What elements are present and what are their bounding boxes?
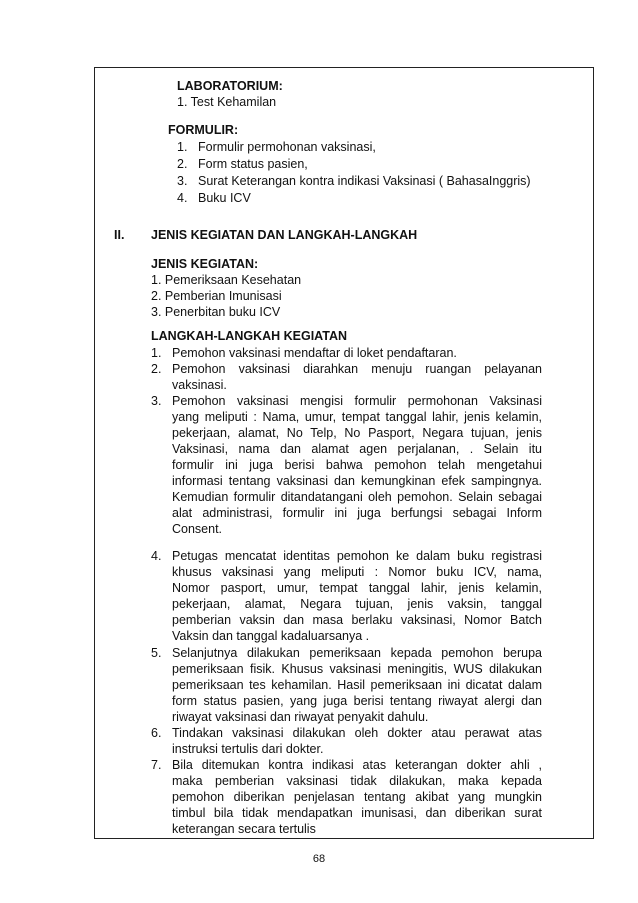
step-line: timbul bila tidak mendapatkan imunisasi, dan diberikan surat — [172, 806, 542, 820]
formulir-item-num: 2. — [177, 157, 188, 171]
step-line: Kemudian formulir ditandatangani oleh pemohon. Selain sebagai — [172, 490, 542, 504]
step-line: Petugas mencatat identitas pemohon ke dalam buku registrasi — [172, 549, 542, 563]
step-number: 2. — [151, 362, 162, 376]
step-line: pekerjaan, alamat, Negara tujuan, jenis vaksin, tanggal — [172, 597, 542, 611]
formulir-item-num: 4. — [177, 191, 188, 205]
step-line: informasi tentang vaksinasi dan kemungkinan efek sampingnya. — [172, 474, 542, 488]
step-number: 5. — [151, 646, 162, 660]
step-line: Vaksin dan tanggal kadaluarsanya . — [172, 629, 370, 643]
step-line: maka pemberian vaksinasi tidak dilakukan, maka kepada — [172, 774, 542, 788]
step-line: instruksi tertulis dari dokter. — [172, 742, 324, 756]
formulir-item-num: 1. — [177, 140, 188, 154]
step-line: pemohon diberikan penjelasan tentang akibat yang mungkin — [172, 790, 542, 804]
step-line: yang meliputi : Nama, umur, tempat tanggal lahir, jenis kelamin, — [172, 410, 542, 424]
step-line: Bila ditemukan kontra indikasi atas keterangan dokter ahli , — [172, 758, 542, 772]
step-line: khusus vaksinasi yang meliputi : Nomor buku ICV, nama, — [172, 565, 542, 579]
step-number: 6. — [151, 726, 162, 740]
step-line: Pemohon vaksinasi mendaftar di loket pendaftaran. — [172, 346, 457, 360]
formulir-item-num: 3. — [177, 174, 188, 188]
step-line: pemeriksaan fisik. Khusus vaksinasi meningitis, WUS dilakukan — [172, 662, 542, 676]
jenis-kegiatan-item: 3. Penerbitan buku ICV — [151, 305, 281, 319]
jenis-kegiatan-heading: JENIS KEGIATAN: — [151, 257, 259, 271]
formulir-heading: FORMULIR: — [168, 123, 239, 137]
step-line: riwayat vaksinasi dan riwayat penyakit dahulu. — [172, 710, 429, 724]
step-line: Pemohon vaksinasi mengisi formulir permohonan Vaksinasi — [172, 394, 542, 408]
step-line: Vaksinasi, nama dan alamat agen perjalanan, . Selain itu — [172, 442, 542, 456]
step-line: vaksinasi. — [172, 378, 227, 392]
step-line: Selanjutnya dilakukan pemeriksaan kepada pemohon berupa — [172, 646, 542, 660]
step-number: 1. — [151, 346, 162, 360]
step-line: pemberian vaksin dan masa berlaku vaksinasi, Nomor Batch — [172, 613, 542, 627]
step-number: 3. — [151, 394, 162, 408]
step-line: Consent. — [172, 522, 223, 536]
section-roman-numeral: II. — [114, 228, 125, 242]
jenis-kegiatan-item: 1. Pemeriksaan Kesehatan — [151, 273, 302, 287]
step-line: pekerjaan, alamat, No Telp, No Pasport, Negara tujuan, jenis — [172, 426, 542, 440]
step-line: formulir ini juga berisi bahwa pemohon telah mengetahui — [172, 458, 542, 472]
jenis-kegiatan-item: 2. Pemberian Imunisasi — [151, 289, 282, 303]
step-line: Tindakan vaksinasi dilakukan oleh dokter atau perawat atas — [172, 726, 542, 740]
step-line: Pemohon vaksinasi diarahkan menuju ruangan pelayanan — [172, 362, 542, 376]
step-number: 4. — [151, 549, 162, 563]
step-line: keterangan secara tertulis — [172, 822, 316, 836]
page-number: 68 — [312, 853, 326, 865]
langkah-heading: LANGKAH-LANGKAH KEGIATAN — [151, 329, 348, 343]
laboratorium-item: 1. Test Kehamilan — [177, 95, 277, 109]
step-line: form status pasien, yang juga berisi tentang riwayat alergi dan — [172, 694, 542, 708]
step-number: 7. — [151, 758, 162, 772]
step-line: pemeriksaan tes kehamilan. Hasil pemeriksaan ini dicatat dalam — [172, 678, 542, 692]
section-title: JENIS KEGIATAN DAN LANGKAH-LANGKAH — [151, 228, 418, 242]
formulir-item-text: Formulir permohonan vaksinasi, — [198, 140, 376, 154]
formulir-item-text: Surat Keterangan kontra indikasi Vaksinasi ( BahasaInggris) — [198, 174, 531, 188]
formulir-item-text: Buku ICV — [198, 191, 251, 205]
formulir-item-text: Form status pasien, — [198, 157, 308, 171]
laboratorium-heading: LABORATORIUM: — [177, 79, 283, 93]
step-line: Nomor pasport, umur, tempat tanggal lahir, jenis kelamin, — [172, 581, 542, 595]
step-line: alat administrasi, formulir ini juga berfungsi sebagai Inform — [172, 506, 542, 520]
